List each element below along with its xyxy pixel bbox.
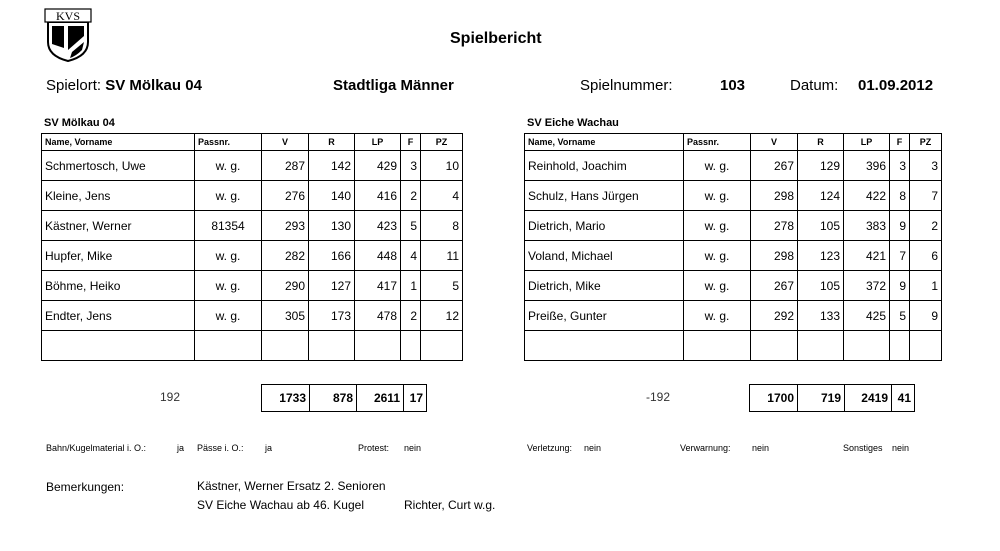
table-row <box>525 151 942 181</box>
table-row-empty <box>525 331 942 361</box>
player-f: 9 <box>890 271 910 301</box>
table-row <box>42 181 463 211</box>
player-pass: w. g. <box>684 241 751 271</box>
player-f: 3 <box>890 151 910 181</box>
player-lp: 422 <box>844 181 890 211</box>
logo-lettering: KVS <box>55 9 81 23</box>
table-header-row <box>42 134 463 151</box>
player-pass: w. g. <box>684 301 751 331</box>
away-score-table <box>524 133 942 361</box>
player-r: 173 <box>309 301 355 331</box>
player-f: 8 <box>890 181 910 211</box>
player-pass: w. g. <box>684 151 751 181</box>
player-r: 129 <box>798 151 844 181</box>
player-name: Hupfer, Mike <box>42 241 195 271</box>
col-pass: Passnr. <box>684 134 751 151</box>
datum-label: Datum: <box>790 77 839 94</box>
player-lp: 383 <box>844 211 890 241</box>
player-v: 298 <box>751 181 798 211</box>
player-r: 124 <box>798 181 844 211</box>
player-pass: w. g. <box>684 211 751 241</box>
col-f: F <box>890 134 910 151</box>
player-lp: 448 <box>355 241 401 271</box>
player-lp: 429 <box>355 151 401 181</box>
away-team-name: SV Eiche Wachau <box>527 117 619 129</box>
col-name: Name, Vorname <box>42 134 195 151</box>
player-f: 2 <box>401 181 421 211</box>
player-name: Preiße, Gunter <box>525 301 684 331</box>
player-name: Voland, Michael <box>525 241 684 271</box>
verwarnung-label: Verwarnung: <box>680 443 731 453</box>
player-f: 5 <box>401 211 421 241</box>
player-v: 305 <box>262 301 309 331</box>
player-r: 166 <box>309 241 355 271</box>
player-f: 2 <box>401 301 421 331</box>
col-r: R <box>798 134 844 151</box>
sonstiges-value: nein <box>892 443 910 453</box>
spielort <box>46 77 202 94</box>
player-v: 298 <box>751 241 798 271</box>
protest-value: nein <box>404 443 422 453</box>
col-pz: PZ <box>421 134 463 151</box>
player-pass: w. g. <box>195 301 262 331</box>
protest-label: Protest: <box>358 443 390 453</box>
player-name: Reinhold, Joachim <box>525 151 684 181</box>
player-pass: w. g. <box>684 181 751 211</box>
col-f: F <box>401 134 421 151</box>
col-r: R <box>309 134 355 151</box>
player-pz: 10 <box>421 151 463 181</box>
player-r: 127 <box>309 271 355 301</box>
player-lp: 417 <box>355 271 401 301</box>
player-name: Kleine, Jens <box>42 181 195 211</box>
player-r: 140 <box>309 181 355 211</box>
player-lp: 425 <box>844 301 890 331</box>
player-name: Dietrich, Mario <box>525 211 684 241</box>
player-pz: 3 <box>910 151 942 181</box>
col-name: Name, Vorname <box>525 134 684 151</box>
remarks-line-2: SV Eiche Wachau ab 46. Kugel <box>197 498 364 512</box>
player-pz: 5 <box>421 271 463 301</box>
col-lp: LP <box>355 134 401 151</box>
player-lp: 396 <box>844 151 890 181</box>
verletzung-label: Verletzung: <box>527 443 573 453</box>
remarks-line-2b: Richter, Curt w.g. <box>404 498 496 512</box>
player-v: 290 <box>262 271 309 301</box>
paesse-label: Pässe i. O.: <box>197 443 244 453</box>
player-name: Dietrich, Mike <box>525 271 684 301</box>
player-pass: w. g. <box>195 241 262 271</box>
spielnummer-label: Spielnummer: <box>580 77 673 94</box>
total-lp: 2611 <box>357 385 404 412</box>
player-f: 9 <box>890 211 910 241</box>
total-v: 1733 <box>262 385 310 412</box>
home-difference: 192 <box>160 390 181 404</box>
total-f: 41 <box>892 385 915 412</box>
league: Stadtliga Männer <box>333 77 454 94</box>
player-f: 4 <box>401 241 421 271</box>
player-pz: 9 <box>910 301 942 331</box>
verwarnung-value: nein <box>752 443 770 453</box>
home-team-name: SV Mölkau 04 <box>44 117 115 129</box>
player-pz: 7 <box>910 181 942 211</box>
table-row <box>525 241 942 271</box>
col-v: V <box>751 134 798 151</box>
player-v: 282 <box>262 241 309 271</box>
col-lp: LP <box>844 134 890 151</box>
player-v: 278 <box>751 211 798 241</box>
player-pz: 6 <box>910 241 942 271</box>
spielnummer-value: 103 <box>720 77 746 94</box>
player-pass: w. g. <box>195 181 262 211</box>
player-lp: 421 <box>844 241 890 271</box>
remarks-label: Bemerkungen: <box>46 480 125 494</box>
col-pz: PZ <box>910 134 942 151</box>
player-lp: 372 <box>844 271 890 301</box>
spielort-value: SV Mölkau 04 <box>105 77 202 94</box>
player-pz: 2 <box>910 211 942 241</box>
away-difference: -192 <box>646 390 671 404</box>
player-lp: 478 <box>355 301 401 331</box>
total-lp: 2419 <box>845 385 892 412</box>
table-row <box>525 211 942 241</box>
total-f: 17 <box>404 385 427 412</box>
table-row <box>525 181 942 211</box>
player-f: 7 <box>890 241 910 271</box>
sonstiges-label: Sonstiges <box>843 443 883 453</box>
paesse-value: ja <box>265 443 273 453</box>
player-lp: 416 <box>355 181 401 211</box>
table-row <box>42 271 463 301</box>
player-lp: 423 <box>355 211 401 241</box>
page-title: Spielbericht <box>450 30 542 47</box>
player-pz: 4 <box>421 181 463 211</box>
table-header-row <box>525 134 942 151</box>
datum-value: 01.09.2012 <box>858 77 934 94</box>
player-v: 267 <box>751 271 798 301</box>
player-pz: 12 <box>421 301 463 331</box>
player-name: Böhme, Heiko <box>42 271 195 301</box>
player-name: Schulz, Hans Jürgen <box>525 181 684 211</box>
player-r: 130 <box>309 211 355 241</box>
player-v: 292 <box>751 301 798 331</box>
player-pz: 1 <box>910 271 942 301</box>
player-r: 105 <box>798 271 844 301</box>
verletzung-value: nein <box>584 443 602 453</box>
player-r: 142 <box>309 151 355 181</box>
player-pass: w. g. <box>195 151 262 181</box>
col-v: V <box>262 134 309 151</box>
player-pz: 11 <box>421 241 463 271</box>
player-name: Kästner, Werner <box>42 211 195 241</box>
player-f: 1 <box>401 271 421 301</box>
bahn-label: Bahn/Kugelmaterial i. O.: <box>46 443 147 453</box>
player-v: 287 <box>262 151 309 181</box>
player-r: 105 <box>798 211 844 241</box>
bahn-value: ja <box>177 443 185 453</box>
player-v: 293 <box>262 211 309 241</box>
table-row <box>42 151 463 181</box>
table-row <box>42 241 463 271</box>
player-pass: w. g. <box>684 271 751 301</box>
player-v: 267 <box>751 151 798 181</box>
kvs-logo <box>42 8 94 62</box>
table-row <box>525 301 942 331</box>
player-pass: 81354 <box>195 211 262 241</box>
player-name: Endter, Jens <box>42 301 195 331</box>
player-r: 133 <box>798 301 844 331</box>
player-pass: w. g. <box>195 271 262 301</box>
remarks-line-1: Kästner, Werner Ersatz 2. Senioren <box>197 479 386 493</box>
player-pz: 8 <box>421 211 463 241</box>
player-f: 5 <box>890 301 910 331</box>
total-v: 1700 <box>750 385 798 412</box>
home-totals <box>261 384 427 412</box>
player-v: 276 <box>262 181 309 211</box>
spielort-label: Spielort: <box>46 77 102 94</box>
total-r: 878 <box>310 385 357 412</box>
player-name: Schmertosch, Uwe <box>42 151 195 181</box>
away-totals <box>749 384 915 412</box>
col-pass: Passnr. <box>195 134 262 151</box>
table-row-empty <box>42 331 463 361</box>
table-row <box>525 271 942 301</box>
player-r: 123 <box>798 241 844 271</box>
total-r: 719 <box>798 385 845 412</box>
table-row <box>42 211 463 241</box>
home-score-table <box>41 133 463 361</box>
table-row <box>42 301 463 331</box>
player-f: 3 <box>401 151 421 181</box>
